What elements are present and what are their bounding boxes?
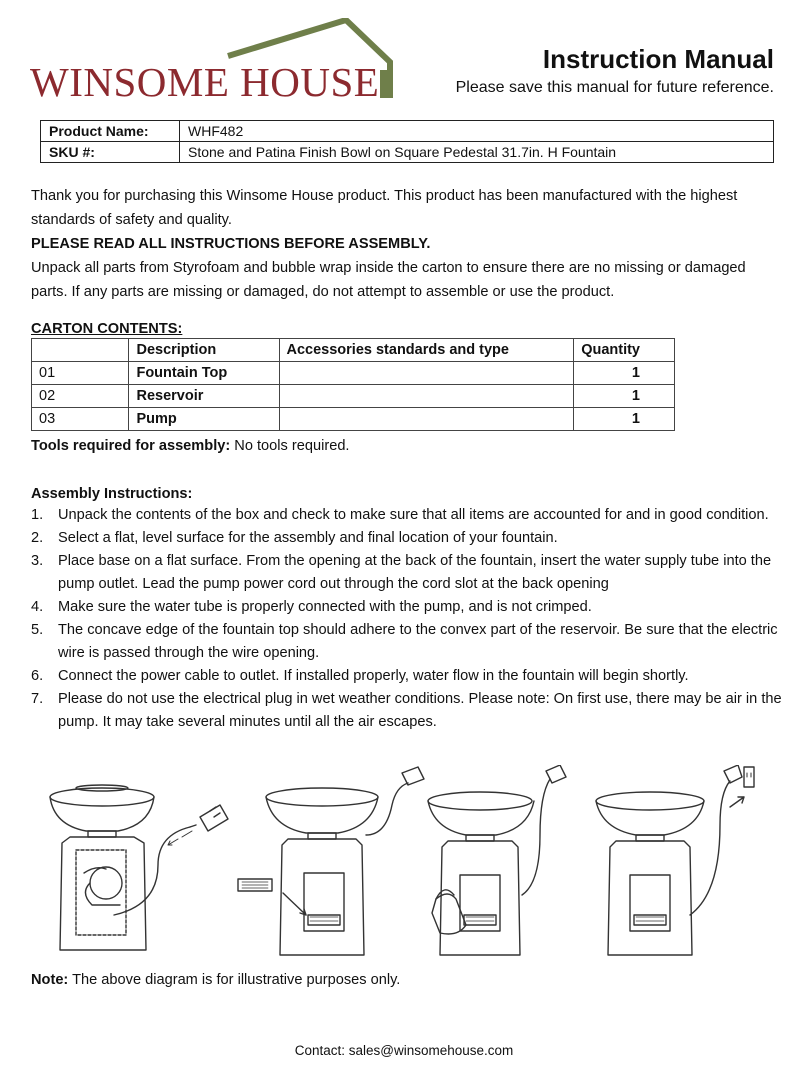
product-name-row <box>41 121 774 142</box>
note-text: The above diagram is for illustrative purposes only. <box>72 972 401 988</box>
row-accessories <box>279 385 574 408</box>
row-description: Fountain Top <box>129 362 279 385</box>
page-subtitle: Please save this manual for future reference. <box>455 79 774 96</box>
footer-contact: Contact: sales@winsomehouse.com <box>294 1043 514 1058</box>
step-number: 1. <box>31 507 44 523</box>
fountain-step4-illustration <box>596 765 754 955</box>
carton-col-accessories: Accessories standards and type <box>279 339 574 362</box>
page-title: Instruction Manual <box>542 44 774 74</box>
row-quantity: 1 <box>574 362 675 385</box>
fountain-step1-illustration <box>50 785 228 950</box>
carton-header-row <box>32 339 675 362</box>
table-row <box>32 408 675 431</box>
step-number: 7. <box>31 691 44 707</box>
tools-label: Tools required for assembly: <box>31 438 231 454</box>
note-label: Note: <box>31 972 69 988</box>
step-text: Unpack the contents of the box and check to make sure that all items are accounted for and in good condition. <box>58 507 769 523</box>
product-name-label: Product Name: <box>41 121 180 142</box>
list-item <box>31 550 783 596</box>
step-text: Connect the power cable to outlet. If installed properly, water flow in the fountain will begin shortly. <box>58 668 689 684</box>
diagram-note <box>31 968 781 992</box>
list-item <box>31 527 783 550</box>
intro-warning: PLEASE READ ALL INSTRUCTIONS BEFORE ASSEMBLY. <box>31 236 431 252</box>
fountain-step3-illustration <box>428 765 566 955</box>
step-text: Select a flat, level surface for the assembly and final location of your fountain. <box>58 530 558 546</box>
step-text: Make sure the water tube is properly connected with the pump, and is not crimped. <box>58 599 592 615</box>
list-item <box>31 504 783 527</box>
step-number: 3. <box>31 553 44 569</box>
tools-value: No tools required. <box>234 438 350 454</box>
row-accessories <box>279 408 574 431</box>
tools-line <box>31 434 781 458</box>
row-accessories <box>279 362 574 385</box>
carton-col-no <box>32 339 129 362</box>
list-item <box>31 688 783 734</box>
carton-col-quantity: Quantity <box>574 339 675 362</box>
intro-section <box>31 184 781 304</box>
list-item <box>31 596 783 619</box>
step-text: Place base on a flat surface. From the opening at the back of the fountain, insert the water supply tube into the pump outlet. Lead the pump power cord out through the cord slot at the back opening <box>58 553 772 592</box>
row-quantity: 1 <box>574 408 675 431</box>
step-number: 5. <box>31 622 44 638</box>
sku-label: SKU #: <box>41 142 180 163</box>
sku-row <box>41 142 774 163</box>
carton-table <box>31 338 675 431</box>
fountain-step2-illustration <box>238 767 424 955</box>
intro-thanks: Thank you for purchasing this Winsome House product. This product has been manufactured with the highest standards of safety and quality. <box>31 188 738 228</box>
product-name-value: WHF482 <box>180 121 774 142</box>
carton-col-description: Description <box>129 339 279 362</box>
step-number: 4. <box>31 599 44 615</box>
row-no: 03 <box>32 408 129 431</box>
step-text: The concave edge of the fountain top should adhere to the convex part of the reservoir. Be sure that the electric wire is passed through the wire opening. <box>58 622 778 661</box>
assembly-diagram <box>40 765 780 965</box>
sku-value: Stone and Patina Finish Bowl on Square Pedestal 31.7in. H Fountain <box>180 142 774 163</box>
assembly-steps <box>31 504 783 734</box>
row-description: Reservoir <box>129 385 279 408</box>
list-item <box>31 665 783 688</box>
step-number: 6. <box>31 668 44 684</box>
row-description: Pump <box>129 408 279 431</box>
step-number: 2. <box>31 530 44 546</box>
row-no: 01 <box>32 362 129 385</box>
brand-name: WINSOME HOUSE <box>30 59 380 105</box>
product-info-table <box>40 120 774 163</box>
carton-heading: CARTON CONTENTS: <box>31 321 183 337</box>
table-row <box>32 385 675 408</box>
table-row <box>32 362 675 385</box>
row-quantity: 1 <box>574 385 675 408</box>
step-text: Please do not use the electrical plug in wet weather conditions. Please note: On first use, there may be air in the pump. It may take several minutes until all the air escapes. <box>58 691 782 730</box>
row-no: 02 <box>32 385 129 408</box>
list-item <box>31 619 783 665</box>
assembly-heading: Assembly Instructions: <box>31 486 193 502</box>
intro-unpack: Unpack all parts from Styrofoam and bubble wrap inside the carton to ensure there are no missing or damaged parts. If any parts are missing or damaged, do not attempt to assemble or use the product. <box>31 260 746 300</box>
